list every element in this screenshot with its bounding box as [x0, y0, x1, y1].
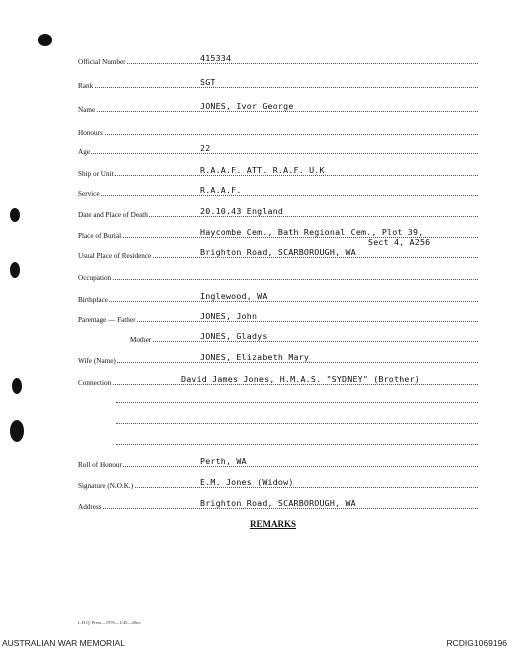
label: Occupation	[78, 274, 112, 282]
label: Ship or Unit	[78, 170, 114, 178]
label: Official Number	[78, 58, 126, 66]
footer-source: AUSTRALIAN WAR MEMORIAL	[2, 638, 125, 648]
field-ship-or-unit	[78, 164, 478, 178]
field-date-place-death	[78, 205, 478, 219]
label: Place of Burial	[78, 232, 122, 240]
value: JONES, Elizabeth Mary	[200, 352, 310, 362]
field-usual-residence	[78, 246, 478, 260]
label: Parentage — Father	[78, 316, 136, 324]
binder-hole	[10, 208, 20, 222]
value: SGT	[200, 77, 216, 87]
label: Date and Place of Death	[78, 211, 148, 219]
label: Wife (Name)	[78, 357, 116, 365]
binder-hole	[38, 34, 52, 46]
field-roll-of-honour	[78, 455, 478, 469]
value: R.A.A.F.	[200, 185, 242, 195]
value: David James Jones, H.M.A.S. "SYDNEY" (Brother)	[181, 374, 420, 384]
value: JONES, Ivor George	[200, 101, 294, 111]
value-continued: Sect 4, A256	[368, 237, 431, 247]
value: Brighton Road, SCARBOROUGH, WA	[200, 247, 356, 257]
label: Connection	[78, 379, 112, 387]
label: Birthplace	[78, 296, 108, 304]
field-wife	[78, 351, 478, 365]
field-name	[78, 100, 478, 114]
field-signature	[78, 476, 478, 490]
value: Inglewood, WA	[200, 291, 268, 301]
field-connection	[78, 373, 478, 387]
value: E.M. Jones (Widow)	[200, 477, 294, 487]
binder-hole	[10, 262, 20, 278]
blank-line	[116, 423, 478, 424]
field-honours	[78, 123, 478, 137]
field-service	[78, 184, 478, 198]
label: Service	[78, 190, 100, 198]
field-place-burial	[78, 226, 478, 247]
printer-imprint: L.H.Q. Press—1976—1/45—20m.	[78, 620, 141, 625]
blank-line	[116, 444, 478, 445]
value: R.A.A.F. ATT. R.A.F. U.K	[200, 165, 325, 175]
label: Age	[78, 148, 90, 156]
label: Signature (N.O.K.)	[78, 482, 134, 490]
blank-line	[116, 402, 478, 403]
label: Rank	[78, 82, 94, 90]
label: Name	[78, 106, 96, 114]
value: JONES, Gladys	[200, 331, 268, 341]
label: Address	[78, 503, 102, 511]
value: Perth, WA	[200, 456, 247, 466]
field-age	[78, 142, 478, 156]
label: Roll of Honour	[78, 461, 122, 469]
field-father	[78, 310, 478, 324]
footer-record-id: RCDIG1069196	[446, 638, 507, 648]
binder-hole	[12, 378, 22, 394]
field-mother	[130, 330, 478, 344]
value: Brighton Road, SCARBOROUGH, WA	[200, 498, 356, 508]
field-address	[78, 497, 478, 511]
field-official-number	[78, 52, 478, 66]
label: Usual Place of Residence	[78, 252, 152, 260]
value: Haycombe Cem., Bath Regional Cem., Plot 39,	[200, 227, 424, 237]
value: 22	[200, 143, 211, 153]
field-rank	[78, 76, 478, 90]
field-birthplace	[78, 290, 478, 304]
binder-hole	[10, 420, 24, 442]
label: Mother	[130, 336, 152, 344]
label: Honours	[78, 129, 103, 137]
value: JONES, John	[200, 311, 258, 321]
remarks-heading: REMARKS	[250, 519, 297, 529]
value: 20.10.43 England	[200, 206, 284, 216]
field-occupation	[78, 268, 478, 282]
value: 415334	[200, 53, 232, 63]
